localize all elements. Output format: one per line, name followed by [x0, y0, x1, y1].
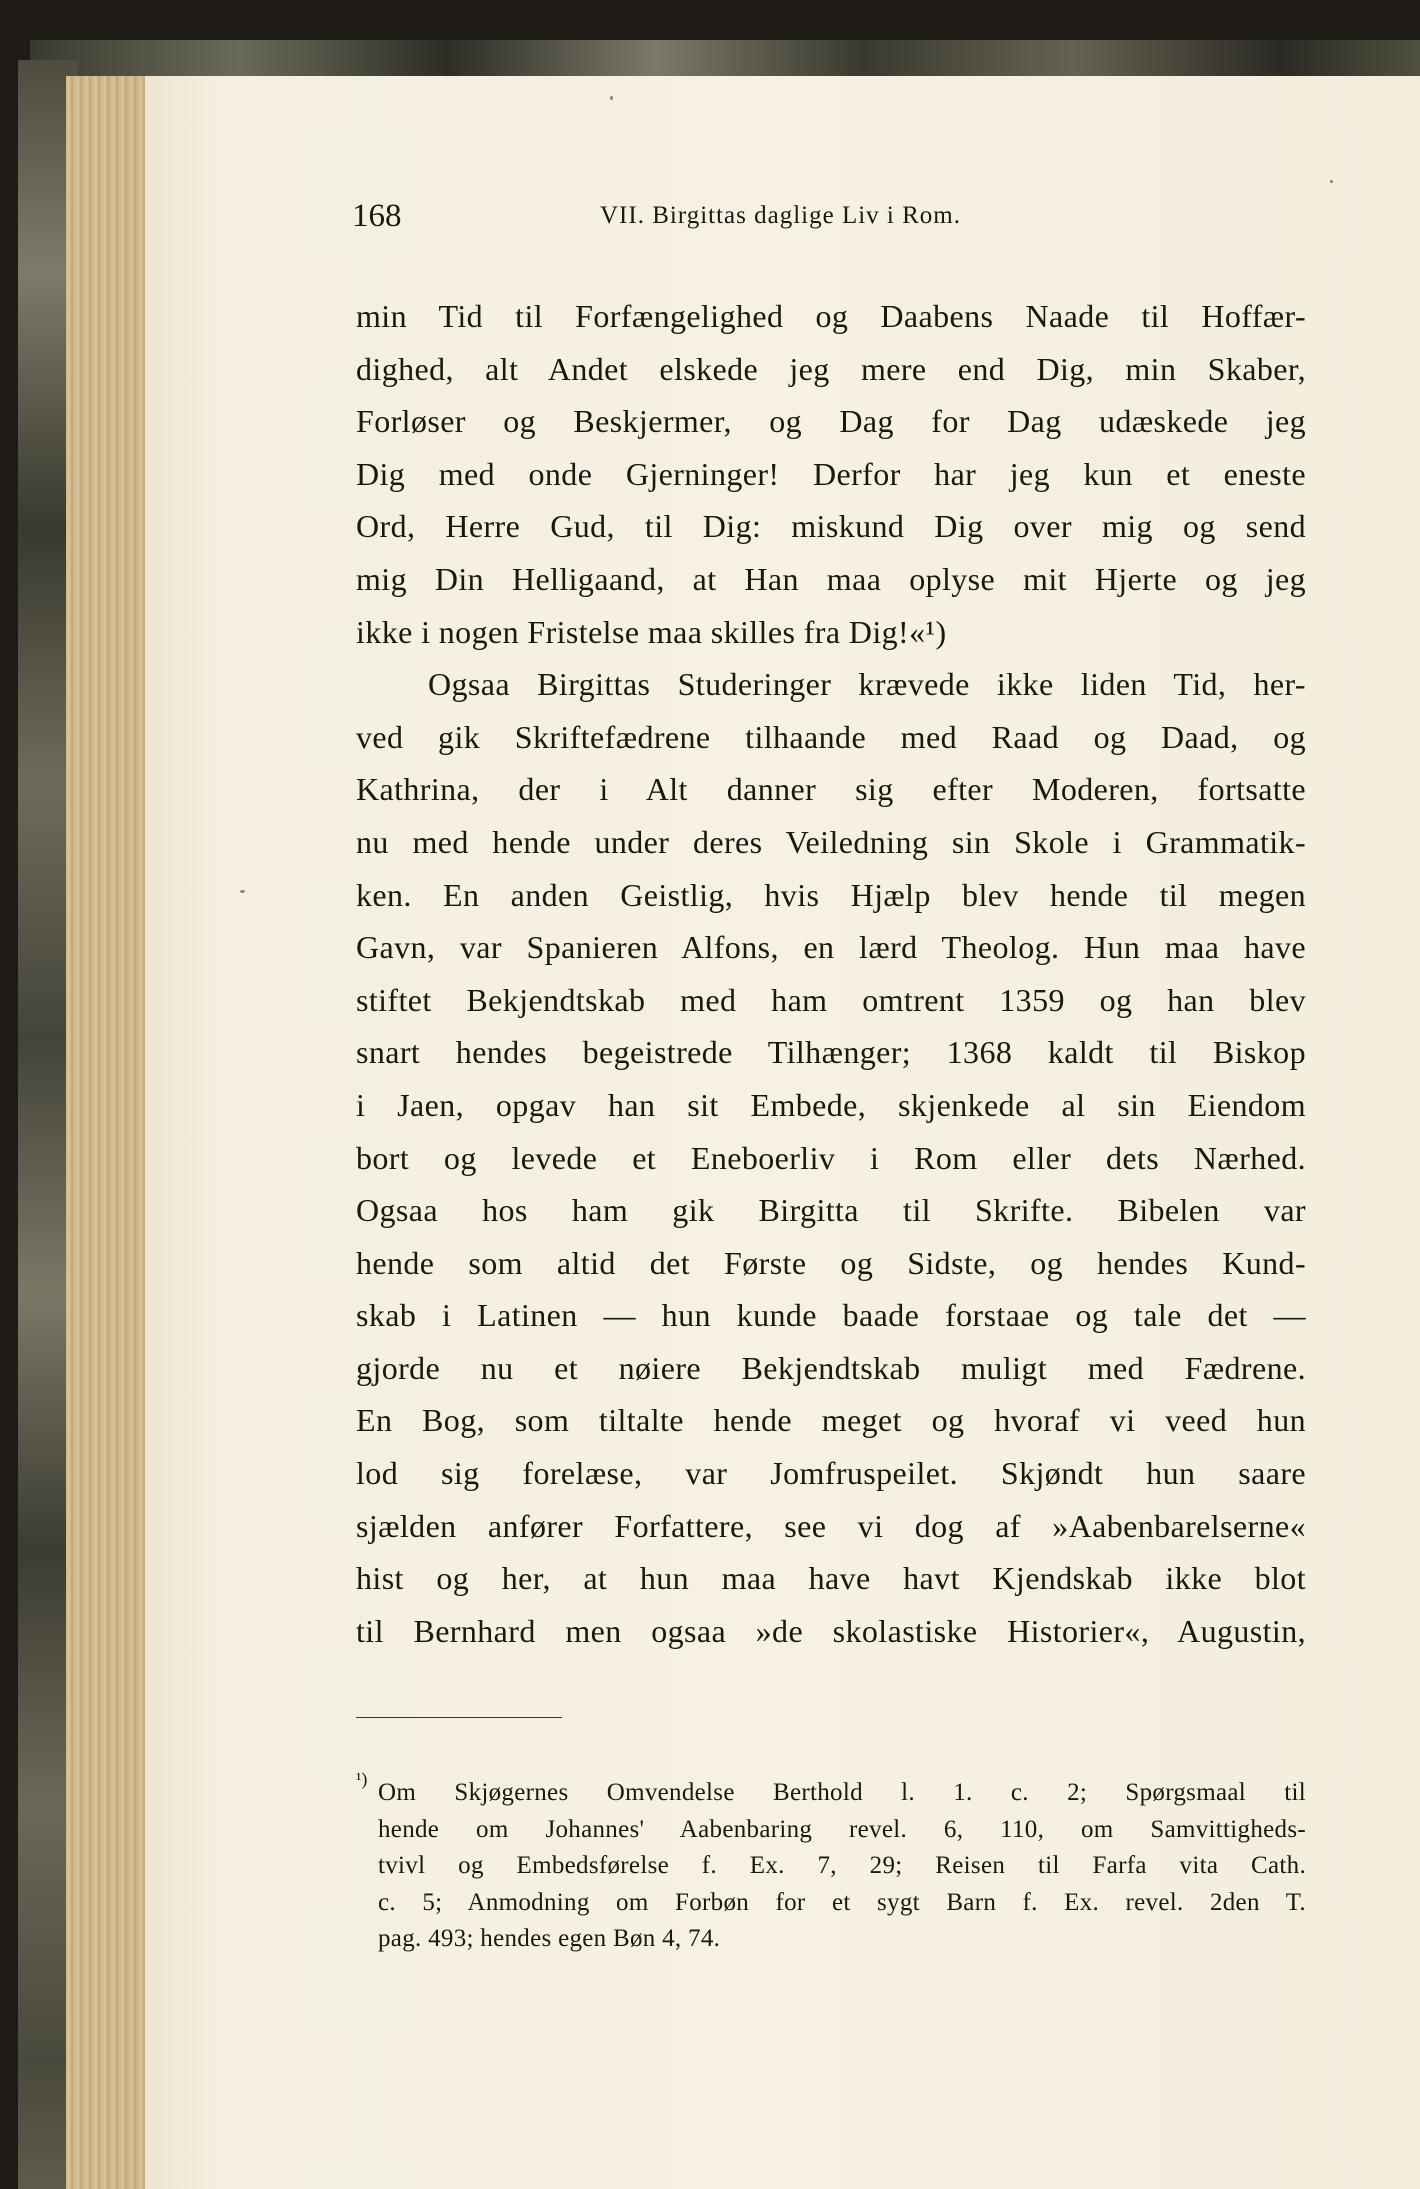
footnote-marker: ¹)	[356, 1769, 368, 1789]
text-line: i Jaen, opgav han sit Embede, skjenkede al sin Eiendom	[356, 1086, 1306, 1123]
running-title: VII. Birgittas daglige Liv i Rom.	[600, 202, 961, 229]
text-line: Forløser og Beskjermer, og Dag for Dag udæskede jeg	[356, 403, 1306, 440]
text-line: ved gik Skriftefædrene tilhaande med Raad og Daad, og	[356, 718, 1306, 755]
text-line: hende som altid det Første og Sidste, og hendes Kund-	[356, 1244, 1306, 1281]
text-line: Ogsaa hos ham gik Birgitta til Skrifte. Bibelen var	[356, 1192, 1306, 1229]
footnote-line: c. 5; Anmodning om Forbøn for et sygt Barn f. Ex. revel. 2den T.	[378, 1888, 1306, 1916]
page-number: 168	[352, 198, 402, 234]
footnote-line: pag. 493; hendes egen Bøn 4, 74.	[378, 1925, 721, 1952]
text-line: nu med hende under deres Veiledning sin Skole i Grammatik-	[356, 823, 1306, 860]
footnote-line: hende om Johannes' Aabenbaring revel. 6, 110, om Samvittigheds-	[378, 1815, 1306, 1843]
body-text	[356, 290, 1306, 1657]
text-line: hist og her, at hun maa have havt Kjendskab ikke blot	[356, 1560, 1306, 1597]
footnote	[356, 1769, 1306, 1958]
text-line: En Bog, som tiltalte hende meget og hvoraf vi veed hun	[356, 1402, 1306, 1439]
text-line: Kathrina, der i Alt danner sig efter Moderen, fortsatte	[356, 771, 1306, 808]
page-edges	[66, 76, 148, 2189]
footnote-line: Om Skjøgernes Omvendelse Berthold l. 1. c. 2; Spørgsmaal til	[378, 1779, 1306, 1806]
text-line: gjorde nu et nøiere Bekjendtskab muligt med Fædrene.	[356, 1349, 1306, 1386]
text-line: skab i Latinen — hun kunde baade forstaae og tale det —	[356, 1297, 1306, 1334]
text-line: snart hendes begeistrede Tilhænger; 1368 kaldt til Biskop	[356, 1034, 1306, 1071]
footnote-line: tvivl og Embedsførelse f. Ex. 7, 29; Reisen til Farfa vita Cath.	[378, 1852, 1306, 1879]
text-line-paragraph-start: Ogsaa Birgittas Studeringer krævede ikke liden Tid, her-	[428, 666, 1306, 703]
text-line: Ord, Herre Gud, til Dig: miskund Dig over mig og send	[356, 508, 1306, 545]
paper-speck	[1330, 180, 1333, 183]
text-line: bort og levede et Eneboerliv i Rom eller dets Nærhed.	[356, 1139, 1306, 1176]
paper-speck	[240, 890, 245, 893]
text-line: sjælden anfører Forfattere, see vi dog af »Aabenbarelserne«	[356, 1507, 1306, 1544]
text-line: til Bernhard men ogsaa »de skolastiske Historier«, Augustin,	[356, 1612, 1306, 1649]
text-line: dighed, alt Andet elskede jeg mere end Dig, min Skaber,	[356, 350, 1306, 387]
text-line: stiftet Bekjendtskab med ham omtrent 1359 og han blev	[356, 981, 1306, 1018]
text-line: Dig med onde Gjerninger! Derfor har jeg kun et eneste	[356, 455, 1306, 492]
text-line: lod sig forelæse, var Jomfruspeilet. Skjøndt hun saare	[356, 1455, 1306, 1492]
page-header	[0, 198, 1420, 238]
text-line: Gavn, var Spanieren Alfons, en lærd Theolog. Hun maa have	[356, 929, 1306, 966]
paper-speck	[610, 96, 613, 100]
text-line: ken. En anden Geistlig, hvis Hjælp blev hende til megen	[356, 876, 1306, 913]
text-line: ikke i nogen Fristelse maa skilles fra Dig!«¹)	[356, 613, 947, 650]
footnote-rule	[356, 1717, 562, 1718]
text-line: mig Din Helligaand, at Han maa oplyse mit Hjerte og jeg	[356, 560, 1306, 597]
text-line: min Tid til Forfængelighed og Daabens Naade til Hoffær-	[356, 298, 1306, 334]
